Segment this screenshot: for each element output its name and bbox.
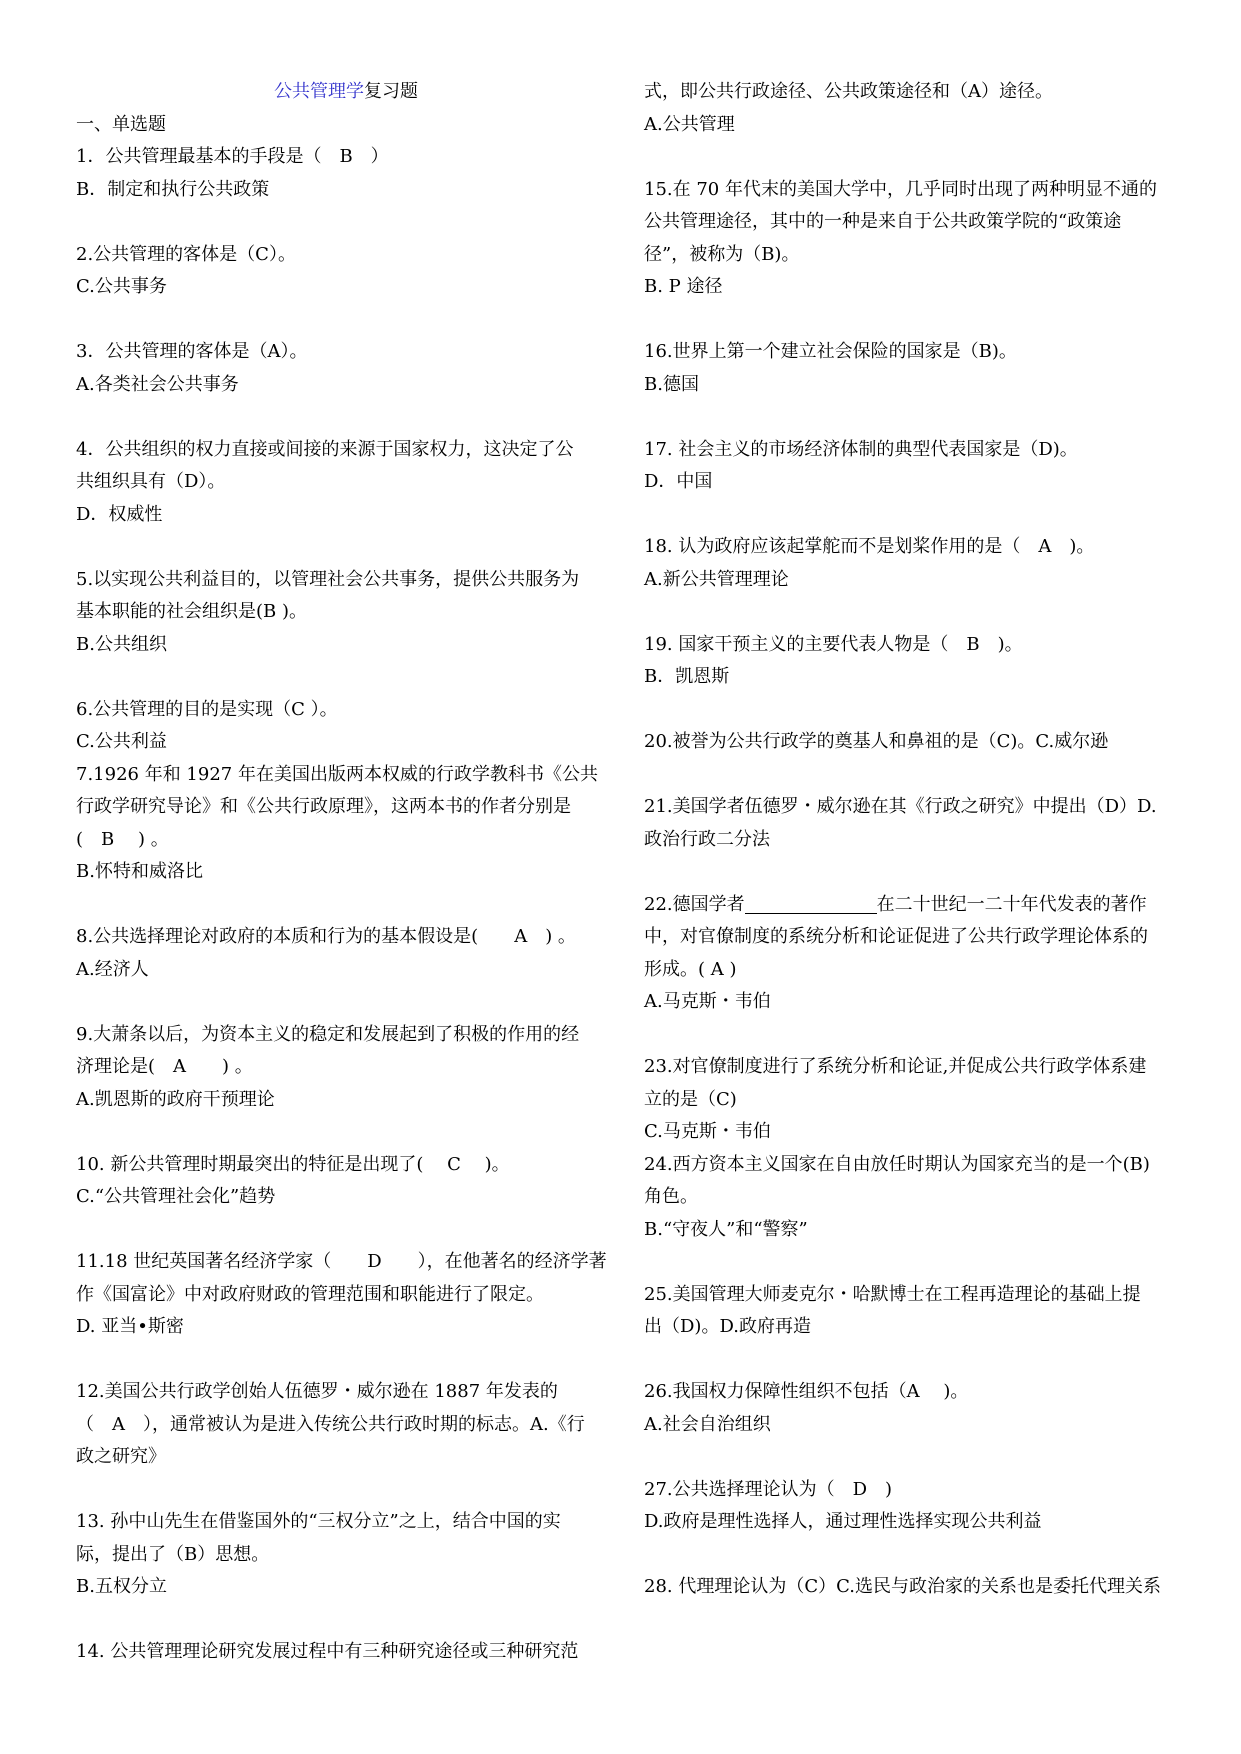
document-title [76, 76, 616, 109]
text-line: D．权威性 [76, 503, 163, 525]
right-question-list [644, 76, 1184, 1604]
q22-tail-text: 在二十世纪一二十年代发表的著作 [876, 893, 1147, 915]
text-line: 7.1926 年和 1927 年在美国出版两本权威的行政学教科书《公共 [76, 763, 598, 785]
blank-line [644, 304, 1184, 337]
text-line: 中，对官僚制度的系统分析和论证促进了公共行政学理论体系的 [644, 926, 1148, 947]
text-line: A.凯恩斯的政府干预理论 [76, 1088, 275, 1110]
text-line: 3．公共管理的客体是（A）。 [76, 341, 308, 362]
text-line: 25.美国管理大师麦克尔・哈默博士在工程再造理论的基础上提 [644, 1283, 1141, 1305]
blank-line [76, 206, 616, 239]
text-line: B．凯恩斯 [644, 666, 730, 687]
blank-line [76, 401, 616, 434]
text-line: 作《国富论》中对政府财政的管理范围和职能进行了限定。 [76, 1283, 544, 1305]
text-line: A.公共管理 [644, 113, 735, 135]
text-line: D. 亚当•斯密 [76, 1316, 184, 1337]
blank-line [644, 1441, 1184, 1474]
text-line: C.公共利益 [76, 731, 167, 752]
blank-line [76, 1604, 616, 1637]
blank-line [76, 661, 616, 694]
text-line: B．制定和执行公共政策 [76, 178, 270, 200]
text-line: 立的是（C) [644, 1088, 737, 1110]
text-line: B.五权分立 [76, 1576, 167, 1597]
text-line: 17. 社会主义的市场经济体制的典型代表国家是（D)。 [644, 438, 1078, 460]
left-column [76, 76, 616, 1669]
text-line: D．中国 [644, 471, 713, 492]
title-black-part: 复习题 [364, 81, 418, 102]
text-line: B. P 途径 [644, 276, 723, 297]
text-line: A.各类社会公共事务 [76, 373, 239, 395]
right-column [644, 76, 1184, 1604]
blank-line [644, 499, 1184, 532]
text-line: C.马克斯・韦伯 [644, 1121, 771, 1142]
text-line: A.社会自治组织 [644, 1413, 771, 1435]
text-line: C.“公共管理社会化”趋势 [76, 1186, 276, 1207]
text-line: B.公共组织 [76, 633, 167, 655]
blank-line [76, 531, 616, 564]
text-line: 12.美国公共行政学创始人伍德罗・威尔逊在 1887 年发表的 [76, 1381, 558, 1402]
text-line: 1．公共管理最基本的手段是（ B ） [76, 146, 389, 167]
text-line: （ A ），通常被认为是进入传统公共行政时期的标志。A.《行 [76, 1413, 585, 1435]
blank-line [644, 596, 1184, 629]
title-blue-part: 公共管理学 [274, 81, 364, 102]
text-line: A.马克斯・韦伯 [644, 991, 771, 1012]
text-line: 27.公共选择理论认为（ D ) [644, 1478, 893, 1500]
blank-line [76, 1344, 616, 1377]
text-line: 6.公共管理的目的是实现（C ）。 [76, 698, 338, 720]
text-line: B.怀特和威洛比 [76, 861, 203, 882]
text-line: ( B ) 。 [76, 828, 169, 850]
text-line: 形成。( A ) [644, 958, 737, 980]
blank-line [644, 1539, 1184, 1572]
text-line: 26.我国权力保障性组织不包括（A )。 [644, 1381, 969, 1402]
blank-line [644, 1344, 1184, 1377]
text-line: C.公共事务 [76, 276, 167, 297]
text-line: 式，即公共行政途径、公共政策途径和（A）途径。 [644, 81, 1053, 102]
text-line: 共组织具有（D）。 [76, 471, 226, 492]
text-line: 济理论是( A ) 。 [76, 1056, 253, 1077]
text-line: 28. 代理理论认为（C）C.选民与政治家的关系也是委托代理关系 [644, 1576, 1161, 1597]
text-line: 基本职能的社会组织是(B )。 [76, 601, 307, 622]
blank-line [644, 694, 1184, 727]
blank-line [76, 889, 616, 922]
blank-line [644, 401, 1184, 434]
blank-line [76, 1474, 616, 1507]
text-line: D.政府是理性选择人，通过理性选择实现公共利益 [644, 1511, 1042, 1532]
text-line: 18. 认为政府应该起掌舵而不是划桨作用的是（ A )。 [644, 536, 1095, 557]
text-line: B.“守夜人”和“警察” [644, 1218, 808, 1240]
left-question-list [76, 141, 616, 1669]
fill-in-blank [745, 893, 877, 914]
blank-line [76, 1214, 616, 1247]
text-line: 19. 国家干预主义的主要代表人物是（ B )。 [644, 633, 1023, 655]
text-line: 23.对官僚制度进行了系统分析和论证,并促成公共行政学体系建 [644, 1056, 1147, 1077]
blank-line [644, 856, 1184, 889]
text-line: 行政学研究导论》和《公共行政原理》，这两本书的作者分别是 [76, 796, 571, 817]
text-line: A.新公共管理理论 [644, 568, 789, 590]
text-line: 9.大萧条以后，为资本主义的稳定和发展起到了积极的作用的经 [76, 1023, 580, 1045]
text-line: 11.18 世纪英国著名经济学家（ D ），在他著名的经济学著 [76, 1251, 607, 1272]
blank-line [644, 759, 1184, 792]
text-line: 14. 公共管理理论研究发展过程中有三种研究途径或三种研究范 [76, 1641, 579, 1662]
text-line: 政之研究》 [76, 1446, 166, 1467]
text-line: 际，提出了（B）思想。 [76, 1543, 270, 1565]
section-heading: 一、单选题 [76, 113, 166, 135]
text-line: 16.世界上第一个建立社会保险的国家是（B)。 [644, 341, 1017, 362]
text-line: 角色。 [644, 1186, 698, 1207]
text-line: A.经济人 [76, 958, 149, 980]
text-line: 20.被誉为公共行政学的奠基人和鼻祖的是（C)。C.威尔逊 [644, 731, 1109, 752]
text-line: 21.美国学者伍德罗・威尔逊在其《行政之研究》中提出（D）D. [644, 796, 1157, 817]
text-line: 15.在 70 年代末的美国大学中，几乎同时出现了两种明显不通的 [644, 178, 1157, 200]
blank-line [76, 1116, 616, 1149]
blank-line [644, 1019, 1184, 1052]
text-line: 出（D)。D.政府再造 [644, 1316, 811, 1337]
text-line: 径”，被称为（B)。 [644, 243, 800, 265]
text-line: 8.公共选择理论对政府的本质和行为的基本假设是( A ) 。 [76, 926, 576, 947]
text-line: 5.以实现公共利益目的，以管理社会公共事务，提供公共服务为 [76, 568, 580, 590]
text-line: 政治行政二分法 [644, 828, 770, 850]
blank-line [644, 141, 1184, 174]
text-line: B.德国 [644, 373, 699, 395]
text-line: 22.德国学者 在二十世纪一二十年代发表的著作 [644, 893, 1147, 915]
blank-line [644, 1246, 1184, 1279]
blank-line [76, 304, 616, 337]
text-line: 13. 孙中山先生在借鉴国外的“三权分立”之上，结合中国的实 [76, 1511, 561, 1532]
text-line: 24.西方资本主义国家在自由放任时期认为国家充当的是一个(B) [644, 1153, 1150, 1175]
blank-line [76, 986, 616, 1019]
text-line: 公共管理途径，其中的一种是来自于公共政策学院的“政策途 [644, 211, 1122, 232]
text-line: 10. 新公共管理时期最突出的特征是出现了( C )。 [76, 1153, 510, 1175]
text-line: 2.公共管理的客体是（C）。 [76, 243, 296, 265]
text-line: 4．公共组织的权力直接或间接的来源于国家权力，这决定了公 [76, 438, 574, 460]
